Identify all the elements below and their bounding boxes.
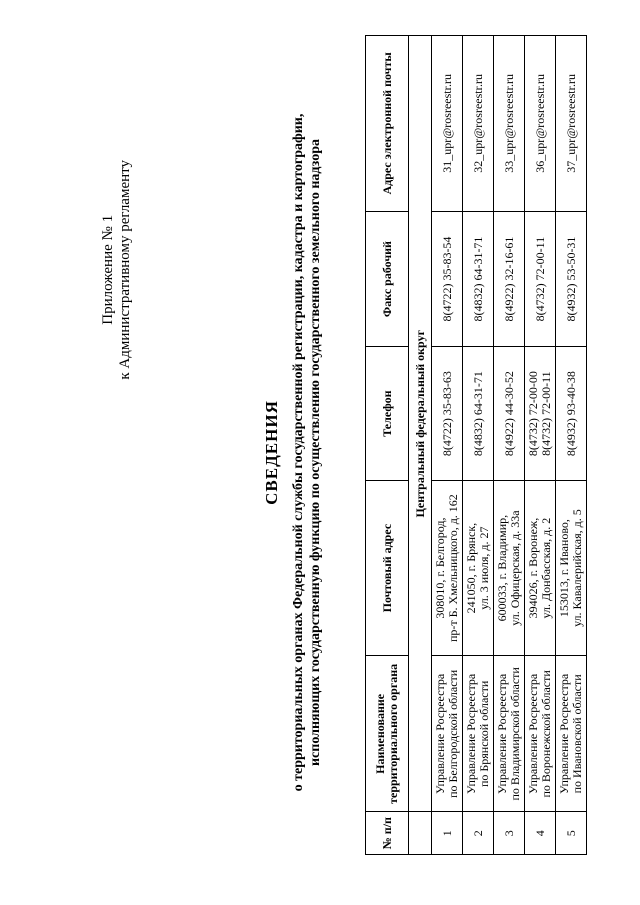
phone	[525, 347, 556, 481]
table-row	[525, 36, 556, 855]
address-line-2: ул. Донбасская, д. 2	[539, 517, 553, 619]
phone-line-2: 8(4732) 72-00-11	[539, 371, 553, 456]
postal-address	[432, 480, 463, 655]
phone	[556, 347, 587, 481]
fax: 8(4922) 32-16-61	[494, 211, 525, 347]
body-name-line-1: Управление Росреестра	[495, 673, 509, 794]
body-name-line-2: по Воронежской области	[539, 670, 553, 798]
phone-line-1: 8(4832) 64-31-71	[470, 371, 485, 457]
region-blank-cell	[409, 812, 432, 855]
address-line-1: 394026, г. Воронеж,	[526, 517, 540, 619]
email: 36_upr@rosreestr.ru	[525, 36, 556, 212]
phone	[463, 347, 494, 481]
fax: 8(4832) 64-31-71	[463, 211, 494, 347]
body-name	[463, 656, 494, 812]
table-row	[556, 36, 587, 855]
territorial-bodies-table	[365, 35, 587, 855]
body-name-line-2: по Белгородской области	[446, 669, 460, 798]
fax: 8(4722) 35-83-54	[432, 211, 463, 347]
address-line-1: 600033, г. Владимир,	[495, 514, 509, 622]
phone-line-1: 8(4722) 35-83-63	[439, 371, 454, 457]
header-address: Почтовый адрес	[366, 480, 409, 655]
address-line-2: пр-т Б. Хмельницкого, д. 162	[446, 494, 460, 643]
table-header-row	[366, 36, 409, 855]
appendix-note	[100, 160, 134, 380]
row-number: 4	[525, 812, 556, 855]
fax: 8(4932) 53-50-31	[556, 211, 587, 347]
body-name-line-1: Управление Росреестра	[557, 673, 571, 794]
document-subtitle	[290, 40, 324, 865]
table-row	[494, 36, 525, 855]
body-name	[556, 656, 587, 812]
header-fax: Факс рабочий	[366, 211, 409, 347]
address-line-1: 241050, г. Брянск,	[464, 522, 478, 614]
body-name	[432, 656, 463, 812]
appendix-number: Приложение № 1	[100, 214, 116, 325]
postal-address	[494, 480, 525, 655]
header-email: Адрес электронной почты	[366, 36, 409, 212]
header-number: № п/п	[366, 812, 409, 855]
email: 37_upr@rosreestr.ru	[556, 36, 587, 212]
email: 31_upr@rosreestr.ru	[432, 36, 463, 212]
postal-address	[525, 480, 556, 655]
row-number: 3	[494, 812, 525, 855]
postal-address	[556, 480, 587, 655]
email: 32_upr@rosreestr.ru	[463, 36, 494, 212]
address-line-2: ул. Офицерская, д. 33а	[508, 510, 522, 626]
body-name-line-1: Управление Росреестра	[464, 673, 478, 794]
body-name-line-1: Управление Росреестра	[526, 673, 540, 794]
fax: 8(4732) 72-00-11	[525, 211, 556, 347]
phone-line-1: 8(4732) 72-00-00	[526, 371, 540, 457]
subtitle-line-2: исполняющих государственную функцию по осуществлению государственного земельного надзора	[308, 138, 323, 767]
email: 33_upr@rosreestr.ru	[494, 36, 525, 212]
region-row	[409, 36, 432, 855]
row-number: 1	[432, 812, 463, 855]
appendix-reference: к Административному регламенту	[117, 160, 133, 380]
body-name-line-1: Управление Росреестра	[433, 673, 447, 794]
phone	[432, 347, 463, 481]
address-line-2: ул. 3 июля, д. 27	[477, 526, 491, 610]
document-title: СВЕДЕНИЯ	[262, 400, 281, 505]
body-name-line-2: по Владимирской области	[508, 667, 522, 801]
phone-line-1: 8(4932) 93-40-38	[563, 371, 578, 457]
body-name	[494, 656, 525, 812]
row-number: 2	[463, 812, 494, 855]
header-name: Наименование территориального органа	[366, 656, 409, 812]
body-name-line-2: по Брянской области	[477, 680, 491, 788]
address-line-2: ул. Кавалерийская, д. 5	[570, 509, 584, 627]
subtitle-line-1: о территориальных органах Федеральной службы государственной регистрации, кадастра и картографии,	[291, 113, 306, 792]
phone	[494, 347, 525, 481]
postal-address	[463, 480, 494, 655]
region-name: Центральный федеральный округ	[409, 36, 432, 812]
table-row	[432, 36, 463, 855]
address-line-1: 153013, г. Иваново,	[557, 519, 571, 618]
header-phone: Телефон	[366, 347, 409, 481]
row-number: 5	[556, 812, 587, 855]
body-name	[525, 656, 556, 812]
body-name-line-2: по Ивановской области	[570, 674, 584, 794]
address-line-1: 308010, г. Белгород,	[433, 517, 447, 619]
table-row	[463, 36, 494, 855]
phone-line-1: 8(4922) 44-30-52	[501, 371, 516, 457]
